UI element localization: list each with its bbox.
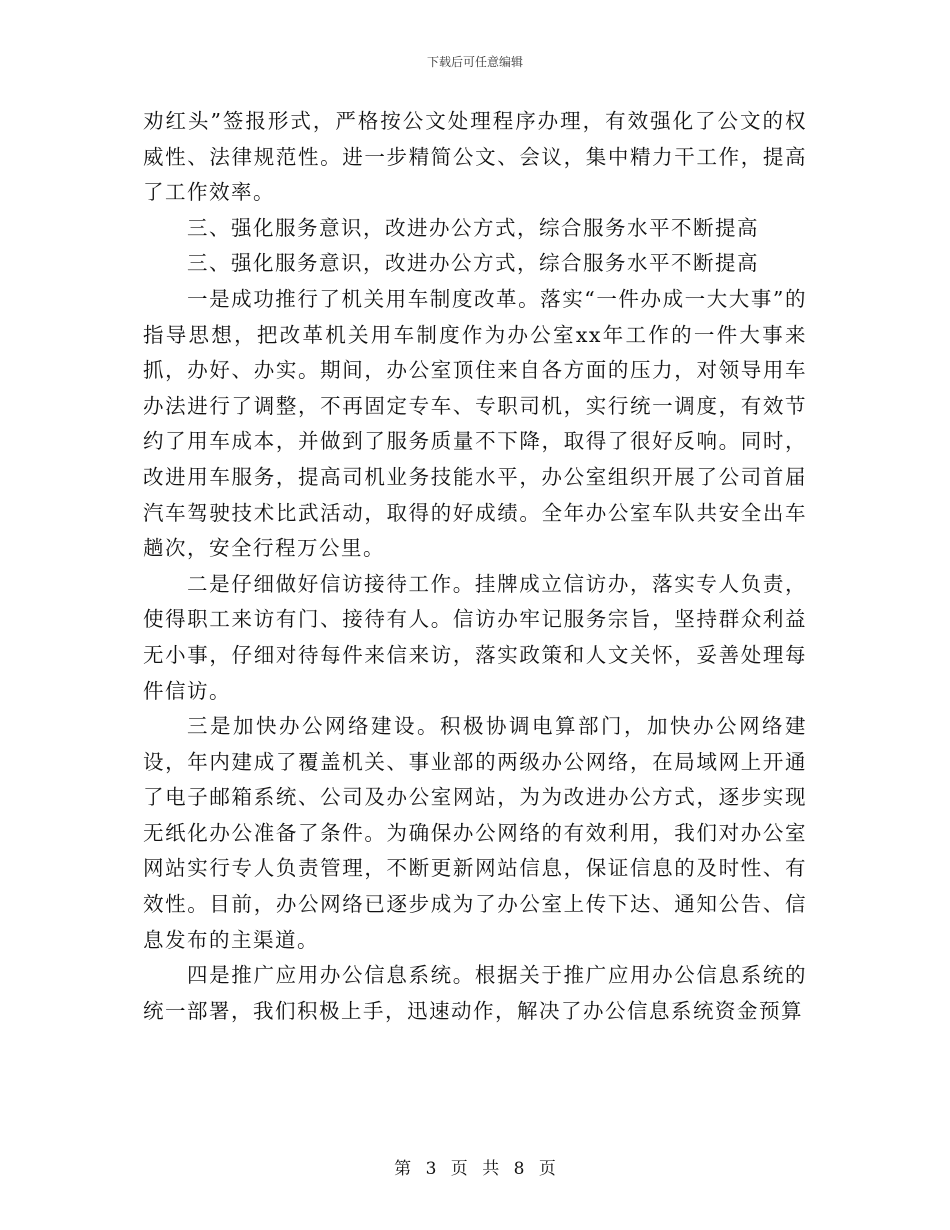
paragraph-office-network: 三是加快办公网络建设。积极协调电算部门，加快办公网络建设，年内建成了覆盖机关、事业部的两级办公网络，在局域网上开通了电子邮箱系统、公司及办公室网站，为为改进办公方式，逐步实现无纸化办公准备了条件。为确保办公网络的有效利用，我们对办公室网站实行专人负责管理，不断更新网站信息，保证信息的及时性、有效性。目前，办公网络已逐步成为了办公室上传下达、通知公告、信息发布的主渠道。	[143, 714, 807, 952]
footer-label-page-unit: 页	[450, 1159, 468, 1179]
paragraph-info-system: 四是推广应用办公信息系统。根据关于推广应用办公信息系统的统一部署，我们积极上手，迅速动作，解决了办公信息系统资金预算	[143, 963, 807, 1023]
footer-current-page: 3	[425, 1159, 437, 1179]
document-body	[143, 104, 807, 1029]
footer-label-total-unit: 页	[538, 1159, 556, 1179]
footer-total-pages: 8	[513, 1159, 525, 1179]
page-header: 下载后可任意编辑	[426, 55, 523, 69]
paragraph-vehicle-reform: 一是成功推行了机关用车制度改革。落实“一件办成一大大事”的指导思想，把改革机关用车制度作为办公室xx年工作的一件大事来抓，办好、办实。期间，办公室顶住来自各方面的压力，对领导用车办法进行了调整，不再固定专车、专职司机，实行统一调度，有效节约了用车成本，并做到了服务质量不下降，取得了很好反响。同时，改进用车服务，提高司机业务技能水平，办公室组织开展了公司首届汽车驾驶技术比武活动，取得的好成绩。全年办公室车队共安全出车趟次，安全行程万公里。	[143, 286, 807, 561]
footer-label-page: 第	[394, 1159, 412, 1179]
paragraph-continuation: 劝红头”签报形式，严格按公文处理程序办理，有效强化了公文的权威性、法律规范性。进一步精简公文、会议，集中精力干工作，提高了工作效率。	[143, 109, 807, 205]
section-heading: 三、强化服务意识，改进办公方式，综合服务水平不断提高	[187, 215, 759, 240]
section-heading-duplicate: 三、强化服务意识，改进办公方式，综合服务水平不断提高	[187, 251, 759, 276]
paragraph-petition-reception: 二是仔细做好信访接待工作。挂牌成立信访办，落实专人负责，使得职工来访有门、接待有人。信访办牢记服务宗旨，坚持群众利益无小事，仔细对待每件来信来访，落实政策和人文关怀，妥善处理每件信访。	[143, 571, 807, 703]
page-footer	[0, 1154, 950, 1179]
footer-label-total: 共	[482, 1159, 500, 1179]
